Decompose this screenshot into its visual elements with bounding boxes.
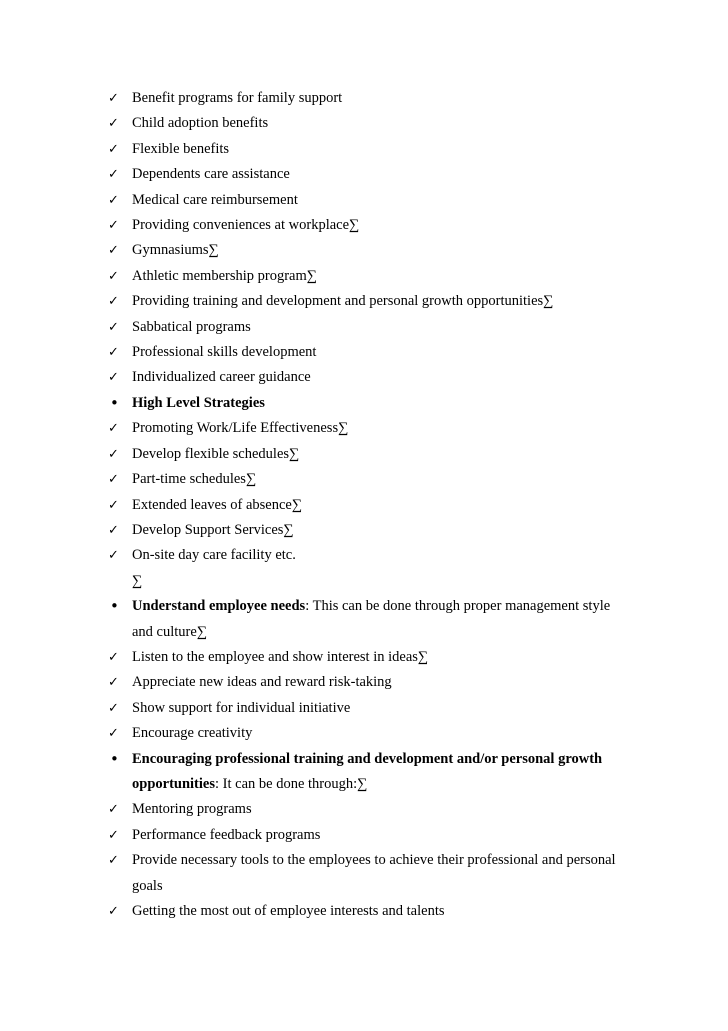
list-item-text: Listen to the employee and show interest in ideas∑: [132, 648, 429, 665]
list-item: [108, 416, 708, 441]
checkmark-icon: ✓: [108, 116, 119, 132]
bullet-icon: •: [110, 597, 119, 616]
list-item: [108, 670, 708, 695]
list-item: [108, 848, 708, 873]
list-item-text: and culture∑: [132, 623, 208, 640]
list-item-text: Performance feedback programs: [132, 826, 321, 843]
list-item: [108, 721, 708, 746]
list-item-text: Getting the most out of employee interests and talents: [132, 903, 445, 919]
list-item-text: Develop Support Services∑: [132, 521, 294, 538]
list-item: [108, 823, 708, 848]
list-item-text: On-site day care facility etc.: [132, 547, 296, 564]
checkmark-icon: ✓: [108, 91, 119, 106]
checkmark-icon: ✓: [108, 548, 119, 564]
list-item: [108, 594, 708, 619]
list-item: [108, 315, 708, 340]
list-item: [108, 188, 708, 213]
list-item-bold-text: opportunities: [132, 775, 215, 792]
checkmark-icon: ✓: [108, 243, 119, 259]
list-item: [108, 111, 708, 136]
list-item: [108, 696, 708, 721]
list-item-text: Part-time schedules∑: [132, 471, 257, 488]
checkmark-icon: ✓: [108, 192, 119, 208]
checkmark-icon: ✓: [108, 370, 119, 386]
list-item-text: Medical care reimbursement: [132, 191, 298, 208]
bullet-icon: •: [110, 749, 119, 768]
list-item: [108, 162, 708, 187]
list-item: [108, 137, 708, 162]
list-item-rest-text: : This can be done through proper management style: [305, 598, 611, 615]
list-item-rest-text: : It can be done through:∑: [215, 775, 368, 792]
list-item-text: Providing conveniences at workplace∑: [132, 217, 360, 234]
checkmark-icon: ✓: [108, 700, 119, 716]
list-item-text: Gymnasiums∑: [132, 242, 219, 259]
list-item: [108, 518, 708, 543]
list-item: [108, 391, 708, 416]
list-item-text: Professional skills development: [132, 344, 317, 361]
list-item-text: Flexible benefits: [132, 140, 230, 157]
list-item: [108, 797, 708, 822]
list-item: [108, 620, 708, 645]
checkmark-icon: ✓: [108, 294, 119, 310]
list-item: [108, 289, 708, 314]
list-item-bold-text: Understand employee needs: [132, 598, 306, 615]
checkmark-icon: ✓: [108, 904, 119, 919]
list-item: [108, 442, 708, 467]
list-item-text: Show support for individual initiative: [132, 699, 351, 716]
checkmark-icon: ✓: [108, 649, 119, 665]
checkmark-icon: ✓: [108, 167, 119, 183]
checkmark-icon: ✓: [108, 802, 119, 818]
list-item-bold-text: High Level Strategies: [132, 394, 265, 411]
list-item-text: Provide necessary tools to the employees to achieve their professional and personal: [132, 852, 616, 869]
checkmark-icon: ✓: [108, 497, 119, 513]
list-item: [108, 493, 708, 518]
list-item-text: Dependents care assistance: [132, 166, 290, 183]
list-item-text: goals: [132, 877, 163, 894]
list-item: [108, 86, 708, 111]
list-item: [108, 340, 708, 365]
checkmark-icon: ✓: [108, 446, 119, 462]
list-item-text: Benefit programs for family support: [132, 90, 343, 106]
list-item: [108, 467, 708, 492]
list-item-text: Child adoption benefits: [132, 115, 269, 132]
list-item: [108, 645, 708, 670]
checkmark-icon: ✓: [108, 827, 119, 843]
checkmark-icon: ✓: [108, 319, 119, 335]
list-item-text: Appreciate new ideas and reward risk-taking: [132, 674, 392, 691]
list-item: [108, 772, 708, 797]
list-item: [108, 264, 708, 289]
list-item-text: Mentoring programs: [132, 801, 252, 818]
list-item: [108, 899, 708, 924]
list-item-text: Encourage creativity: [132, 725, 253, 742]
list-item-text: Promoting Work/Life Effectiveness∑: [132, 420, 349, 437]
list-item: [108, 238, 708, 263]
checkmark-icon: ✓: [108, 218, 119, 234]
list-item: [108, 543, 708, 568]
bullet-list: [108, 86, 708, 924]
list-item: [108, 213, 708, 238]
list-item-text: ∑: [132, 572, 143, 589]
checkmark-icon: ✓: [108, 141, 119, 157]
list-item-text: Develop flexible schedules∑: [132, 445, 300, 462]
checkmark-icon: ✓: [108, 726, 119, 742]
checkmark-icon: ✓: [108, 853, 119, 869]
list-item-text: Extended leaves of absence∑: [132, 496, 303, 513]
checkmark-icon: ✓: [108, 675, 119, 691]
list-item: [108, 874, 708, 899]
checkmark-icon: ✓: [108, 421, 119, 437]
list-item-text: Sabbatical programs: [132, 318, 251, 335]
list-item: [108, 747, 708, 772]
list-item-text: Individualized career guidance: [132, 369, 311, 386]
checkmark-icon: ✓: [108, 522, 119, 538]
list-item-text: Athletic membership program∑: [132, 267, 318, 284]
checkmark-icon: ✓: [108, 472, 119, 488]
list-item-bold-text: Encouraging professional training and development and/or personal growth: [132, 750, 603, 767]
list-item-text: Providing training and development and personal growth opportunities∑: [132, 293, 554, 310]
list-item: [108, 365, 708, 390]
checkmark-icon: ✓: [108, 345, 119, 361]
list-item: [108, 569, 708, 594]
checkmark-icon: ✓: [108, 268, 119, 284]
bullet-icon: •: [110, 393, 119, 412]
